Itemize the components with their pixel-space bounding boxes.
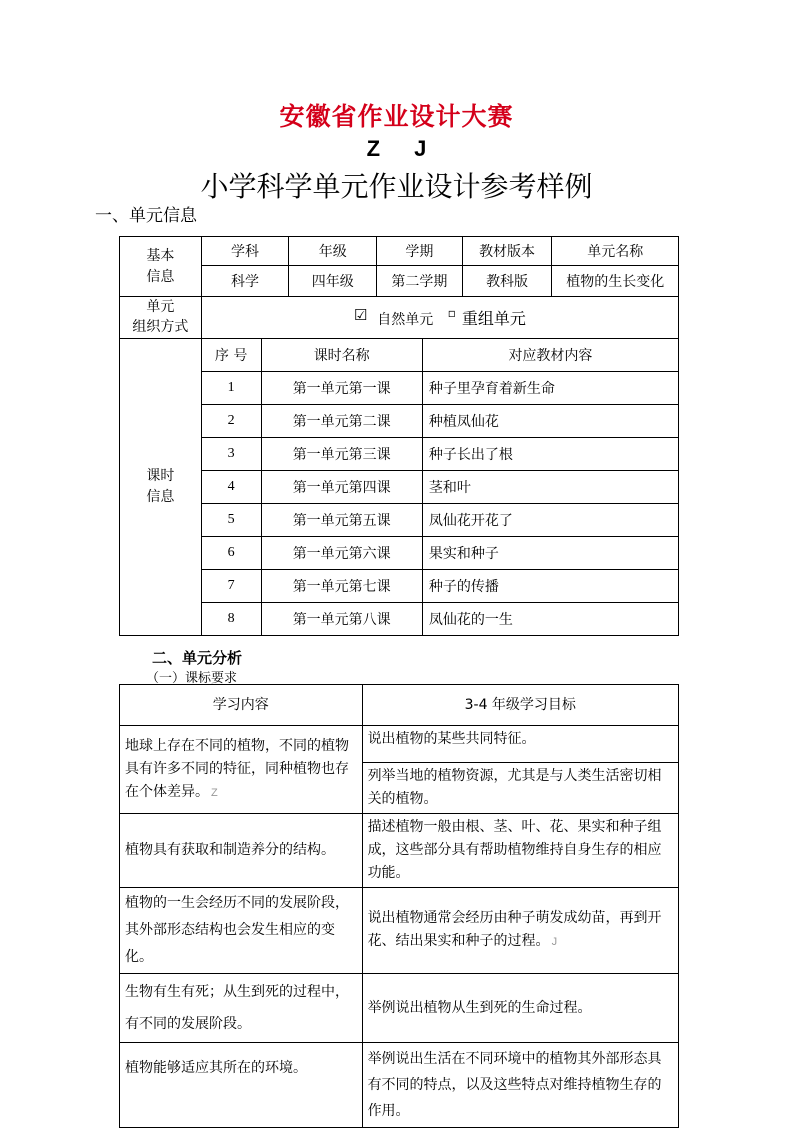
- lesson-no: 4: [201, 470, 261, 503]
- margin-mark: J: [551, 936, 558, 948]
- table-row: [120, 437, 679, 470]
- basic-value-unit-name: 植物的生长变化: [552, 266, 679, 297]
- lesson-content: 茎和叶: [422, 470, 678, 503]
- lesson-header-no: 序 号: [201, 338, 261, 371]
- table-row: [120, 470, 679, 503]
- lesson-name: 第一单元第四课: [261, 470, 422, 503]
- learning-goal: 说出植物的某些共同特征。: [362, 726, 678, 763]
- org-method-label: 单元 组织方式: [120, 297, 202, 339]
- basic-value-term: 第二学期: [377, 266, 463, 297]
- basic-header-term: 学期: [377, 237, 463, 266]
- lesson-content: 种子长出了根: [422, 437, 678, 470]
- lesson-no: 8: [201, 602, 261, 635]
- document-title: 小学科学单元作业设计参考样例: [200, 170, 593, 203]
- header-learning-goals: 3-4 年级学习目标: [362, 685, 678, 726]
- section-2-heading: 二、单元分析: [152, 649, 243, 667]
- basic-header-subject: 学科: [201, 237, 289, 266]
- learning-content: 生物有生有死；从生到死的过程中，有不同的发展阶段。: [120, 974, 363, 1043]
- basic-value-edition: 教科版: [462, 266, 552, 297]
- lesson-no: 1: [201, 371, 261, 404]
- lesson-header-name: 课时名称: [261, 338, 422, 371]
- lesson-header-content: 对应教材内容: [422, 338, 678, 371]
- table-row: [120, 888, 679, 974]
- lesson-content: 果实和种子: [422, 536, 678, 569]
- lesson-name: 第一单元第三课: [261, 437, 422, 470]
- table-row: [120, 974, 679, 1043]
- regroup-unit-option: 重组单元: [461, 308, 526, 328]
- basic-header-edition: 教材版本: [462, 237, 552, 266]
- natural-unit-option: 自然单元: [377, 311, 434, 328]
- basic-value-subject: 科学: [201, 266, 289, 297]
- lesson-name: 第一单元第六课: [261, 536, 422, 569]
- lesson-name: 第一单元第八课: [261, 602, 422, 635]
- lesson-name: 第一单元第七课: [261, 569, 422, 602]
- lesson-content: 种子里孕育着新生命: [422, 371, 678, 404]
- section-2-subheading: （一）课标要求: [146, 671, 238, 686]
- table-row: [120, 503, 679, 536]
- basic-header-unit-name: 单元名称: [552, 237, 679, 266]
- table-row: [120, 404, 679, 437]
- learning-goal: 描述植物一般由根、茎、叶、花、果实和种子组成，这些部分具有帮助植物维持自身生存的相应功能。: [362, 814, 678, 888]
- page-marks: [0, 136, 793, 162]
- learning-goal: 列举当地的植物资源，尤其是与人类生活密切相关的植物。: [362, 763, 678, 814]
- lesson-content: 种植凤仙花: [422, 404, 678, 437]
- lesson-content: 种子的传播: [422, 569, 678, 602]
- basic-value-grade: 四年级: [289, 266, 377, 297]
- table-row: [120, 569, 679, 602]
- section-1-heading: 一、单元信息: [95, 206, 197, 226]
- learning-content: 植物能够适应其所在的环境。: [120, 1043, 363, 1128]
- unchecked-box-icon: ▫: [447, 305, 456, 320]
- unit-info-table: [119, 236, 679, 636]
- lesson-info-label: 课时 信息: [120, 338, 202, 635]
- header-learning-content: 学习内容: [120, 685, 363, 726]
- lesson-name: 第一单元第二课: [261, 404, 422, 437]
- learning-goal: 举例说出植物从生到死的生命过程。: [362, 974, 678, 1043]
- lesson-no: 6: [201, 536, 261, 569]
- learning-content: 植物具有获取和制造养分的结构。: [120, 814, 363, 888]
- lesson-no: 5: [201, 503, 261, 536]
- basic-header-grade: 年级: [289, 237, 377, 266]
- margin-mark: Z: [211, 786, 218, 799]
- contest-title: 安徽省作业设计大赛: [279, 102, 514, 131]
- basic-info-label: 基本 信息: [120, 237, 202, 297]
- lesson-name: 第一单元第一课: [261, 371, 422, 404]
- org-method-options: [201, 297, 678, 339]
- curriculum-table: [119, 684, 679, 1128]
- table-row: [120, 814, 679, 888]
- table-row: [120, 726, 679, 763]
- table-row: [120, 536, 679, 569]
- lesson-content: 凤仙花开花了: [422, 503, 678, 536]
- checked-box-icon: ☑: [353, 305, 368, 324]
- mark-z: Z: [366, 136, 381, 161]
- lesson-no: 7: [201, 569, 261, 602]
- lesson-name: 第一单元第五课: [261, 503, 422, 536]
- learning-goal: 说出植物通常会经历由种子萌发成幼苗，再到开花、结出果实和种子的过程。 J: [362, 888, 678, 974]
- table-row: [120, 371, 679, 404]
- learning-content: 植物的一生会经历不同的发展阶段，其外部形态结构也会发生相应的变化。: [120, 888, 363, 974]
- lesson-no: 3: [201, 437, 261, 470]
- learning-content: 地球上存在不同的植物，不同的植物具有许多不同的特征，同种植物也存在个体差异。 Z: [120, 726, 363, 814]
- table-row: [120, 602, 679, 635]
- mark-j: J: [414, 136, 427, 161]
- learning-goal: 举例说出生活在不同环境中的植物其外部形态具有不同的特点，以及这些特点对维持植物生存的作用。: [362, 1043, 678, 1128]
- lesson-content: 凤仙花的一生: [422, 602, 678, 635]
- table-row: [120, 1043, 679, 1128]
- lesson-no: 2: [201, 404, 261, 437]
